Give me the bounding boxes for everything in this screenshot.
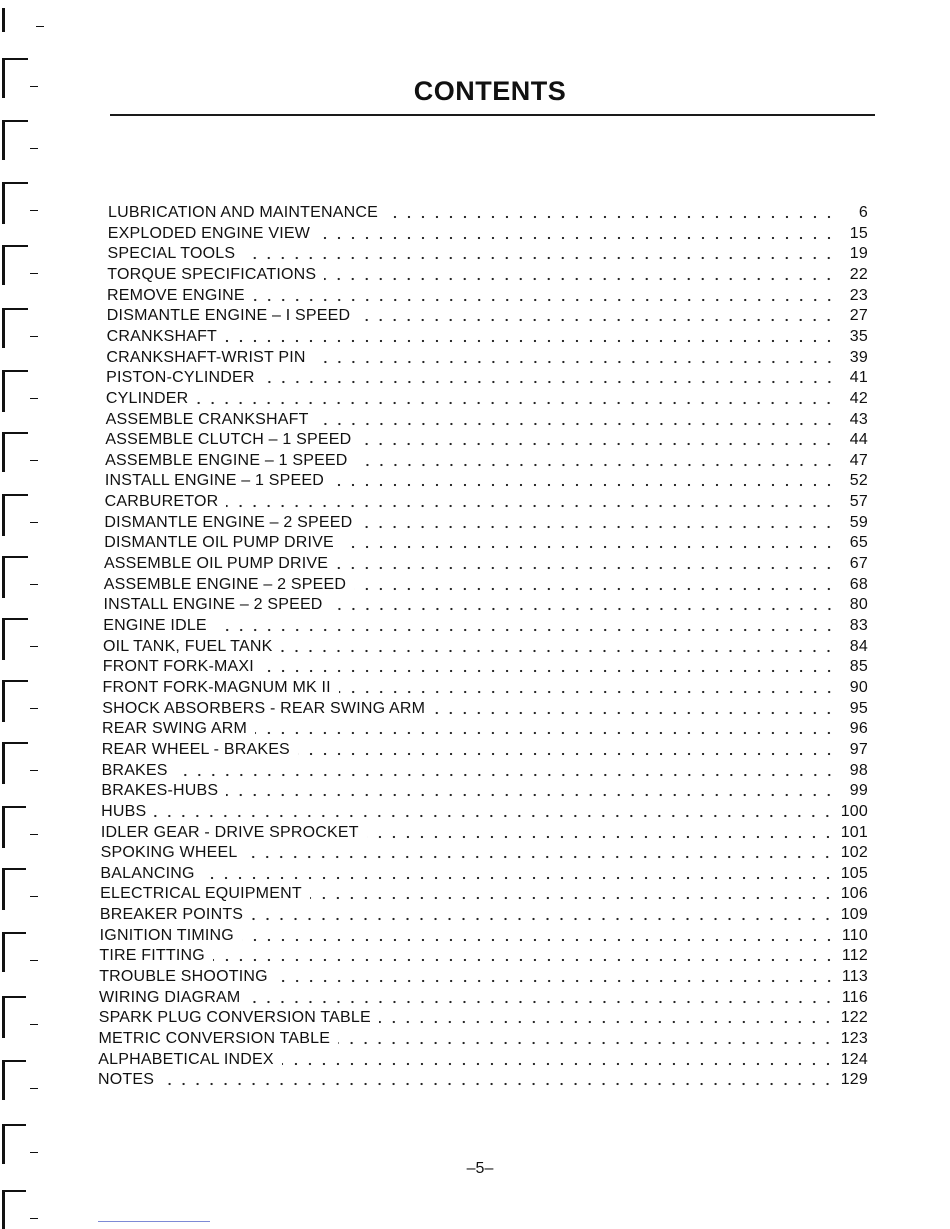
dot-leader: [276, 979, 836, 983]
dot-leader: [332, 483, 836, 487]
dot-leader: [251, 917, 835, 921]
toc-entry: [101, 823, 868, 843]
toc-entry-page: 105: [840, 864, 868, 882]
toc-entry-page: 85: [849, 658, 868, 676]
toc-entry-page: 43: [849, 410, 868, 428]
dot-leader: [154, 814, 834, 818]
toc-entry: [100, 884, 868, 904]
toc-entry-title: WIRING DIAGRAM: [98, 988, 241, 1006]
toc-entry-page: 112: [841, 947, 868, 965]
toc-entry-title: BREAKER POINTS: [99, 906, 244, 924]
toc-entry-title: CRANKSHAFT-WRIST PIN: [106, 348, 306, 366]
toc-entry: [103, 616, 868, 636]
dot-leader: [310, 896, 835, 900]
toc-entry: [99, 1008, 868, 1028]
dot-leader: [176, 773, 836, 777]
toc-entry: [106, 389, 868, 409]
toc-entry: [100, 926, 868, 946]
dot-leader: [386, 215, 836, 219]
page-number: –5–: [466, 1160, 494, 1177]
toc-entry-page: 57: [849, 493, 868, 511]
dot-leader: [336, 566, 836, 570]
toc-entry-page: 80: [849, 596, 868, 614]
toc-entry: [102, 719, 868, 739]
toc-entry-page: 6: [858, 204, 868, 221]
toc-entry: [104, 575, 868, 595]
toc-entry-page: 22: [849, 265, 868, 283]
toc-entry: [102, 699, 868, 719]
toc-entry-page: 113: [841, 968, 868, 986]
toc-entry: [105, 492, 868, 512]
toc-entry-page: 101: [840, 823, 868, 841]
dot-leader: [314, 360, 836, 364]
toc-entry: [100, 905, 868, 925]
dot-leader: [280, 649, 836, 653]
dot-leader: [354, 587, 836, 591]
toc-entry-title: ASSEMBLE CLUTCH – 1 SPEED: [105, 431, 352, 449]
toc-entry: [101, 781, 868, 801]
toc-entry-title: REMOVE ENGINE: [107, 286, 245, 304]
toc-entry-title: ELECTRICAL EQUIPMENT: [100, 885, 302, 903]
toc-entry-title: TORQUE SPECIFICATIONS: [107, 265, 317, 283]
toc-entry: [102, 740, 868, 760]
toc-entry: [98, 1070, 868, 1090]
toc-entry-title: BRAKES: [101, 761, 168, 779]
toc-entry: [104, 533, 868, 553]
toc-entry: [107, 265, 868, 285]
toc-entry-title: ASSEMBLE ENGINE – 2 SPEED: [103, 575, 347, 593]
toc-entry-title: LUBRICATION AND MAINTENANCE: [108, 204, 379, 221]
dot-leader: [356, 463, 836, 467]
toc-entry-page: 42: [849, 389, 868, 407]
toc-entry: [106, 368, 868, 388]
toc-entry: [106, 410, 868, 430]
toc-entry-title: REAR SWING ARM: [102, 720, 248, 738]
toc-entry: [99, 988, 868, 1008]
toc-entry-title: ASSEMBLE OIL PUMP DRIVE: [103, 555, 329, 573]
dot-leader: [358, 318, 836, 322]
toc-entry: [100, 864, 868, 884]
toc-entry-page: 95: [849, 699, 868, 717]
toc-entry-page: 124: [840, 1050, 868, 1068]
toc-entry-page: 67: [849, 555, 868, 573]
toc-entry-title: IDLER GEAR - DRIVE SPROCKET: [100, 823, 359, 841]
dot-leader: [360, 525, 836, 529]
toc-entry-title: BRAKES-HUBS: [101, 782, 219, 800]
toc-entry: [104, 554, 868, 574]
toc-entry-title: FRONT FORK-MAGNUM MK II: [102, 678, 331, 696]
dot-leader: [242, 938, 836, 942]
toc-entry: [107, 327, 868, 347]
toc-entry: [105, 471, 868, 491]
toc-entry: [104, 513, 868, 533]
toc-entry-title: ALPHABETICAL INDEX: [98, 1050, 274, 1068]
dot-leader: [342, 545, 836, 549]
toc-entry-page: 83: [849, 617, 868, 634]
toc-entry-page: 19: [849, 245, 868, 263]
toc-entry-page: 23: [849, 286, 868, 304]
toc-entry-page: 68: [849, 575, 868, 593]
toc-entry-page: 44: [849, 431, 868, 449]
toc-entry-title: REAR WHEEL - BRAKES: [101, 740, 290, 758]
dot-leader: [162, 1082, 835, 1086]
toc-entry: [98, 1029, 868, 1049]
toc-entry-title: ASSEMBLE CRANKSHAFT: [105, 410, 309, 428]
toc-entry-page: 84: [849, 637, 868, 655]
dot-leader: [213, 958, 836, 962]
toc-entry: [103, 595, 868, 615]
dot-leader: [255, 731, 836, 735]
toc-entry-page: 106: [840, 885, 868, 903]
toc-entry-page: 96: [849, 720, 868, 738]
dot-leader: [226, 793, 836, 797]
toc-entry-title: TROUBLE SHOOTING: [99, 968, 268, 986]
toc-entry-title: CRANKSHAFT: [106, 327, 218, 345]
toc-entry-page: 100: [840, 802, 868, 820]
toc-entry: [98, 1050, 868, 1070]
toc-entry-title: INSTALL ENGINE – 2 SPEED: [103, 596, 323, 614]
toc-entry-title: ASSEMBLE ENGINE – 1 SPEED: [105, 451, 348, 469]
dot-leader: [379, 1020, 835, 1024]
toc-entry-title: PISTON-CYLINDER: [106, 369, 255, 387]
toc-entry-title: EXPLODED ENGINE VIEW: [107, 224, 311, 242]
dot-leader: [225, 339, 836, 343]
dot-leader: [196, 401, 836, 405]
dot-leader: [245, 855, 834, 859]
toc-entry: [103, 637, 868, 657]
toc-entry: [107, 286, 868, 306]
toc-entry-page: 59: [849, 513, 868, 531]
toc-entry-page: 41: [849, 369, 868, 387]
toc-entry: [105, 451, 868, 471]
dot-leader: [203, 876, 835, 880]
toc-entry-page: 27: [849, 307, 868, 325]
toc-entry-page: 15: [849, 224, 868, 242]
toc-entry: [108, 224, 868, 244]
dot-leader: [317, 422, 836, 426]
toc-entry: [105, 430, 868, 450]
dot-leader: [282, 1062, 835, 1066]
toc-entry-page: 123: [840, 1030, 868, 1047]
toc-entry: [107, 306, 868, 326]
toc-entry: [99, 967, 868, 987]
toc-entry-page: 35: [849, 327, 868, 345]
toc-entry-title: TIRE FITTING: [99, 947, 205, 965]
dot-leader: [359, 442, 836, 446]
toc-entry-page: 110: [841, 926, 868, 944]
dot-leader: [262, 669, 836, 673]
toc-entry: [101, 843, 868, 863]
dot-leader: [331, 607, 836, 611]
toc-entry-title: CYLINDER: [105, 389, 189, 407]
dot-leader: [215, 628, 836, 632]
dot-leader: [338, 1041, 835, 1045]
dot-leader: [324, 277, 836, 281]
dot-leader: [298, 752, 836, 756]
toc-entry-page: 116: [841, 988, 868, 1006]
toc-entry-title: FRONT FORK-MAXI: [102, 658, 254, 676]
dot-leader: [433, 711, 836, 715]
toc-entry-page: 122: [840, 1009, 868, 1027]
toc-entry: [108, 244, 868, 264]
toc-entry-page: 97: [849, 740, 868, 758]
dot-leader: [248, 1000, 835, 1004]
toc-entry-page: 39: [849, 348, 868, 366]
toc-entry: [101, 802, 868, 822]
toc-entry-title: HUBS: [101, 802, 147, 820]
toc-entry-page: 47: [849, 451, 868, 469]
dot-leader: [339, 690, 836, 694]
dot-leader: [263, 380, 836, 384]
toc-entry-title: SPARK PLUG CONVERSION TABLE: [98, 1009, 371, 1027]
toc-entry-title: INSTALL ENGINE – 1 SPEED: [104, 472, 324, 490]
toc-entry-title: BALANCING: [100, 864, 195, 882]
toc-entry: [103, 657, 868, 677]
toc-entry-page: 90: [849, 678, 868, 696]
toc-entry-page: 102: [840, 844, 868, 862]
toc-entry-title: NOTES: [98, 1071, 155, 1089]
toc-entry: [108, 203, 868, 223]
toc-entry-page: 99: [849, 782, 868, 800]
toc-entry-title: OIL TANK, FUEL TANK: [103, 637, 273, 655]
toc-entry-title: IGNITION TIMING: [99, 926, 234, 944]
dot-leader: [318, 236, 836, 240]
toc-entry-page: 129: [840, 1071, 868, 1089]
toc-entry: [106, 348, 868, 368]
dot-leader: [243, 256, 836, 260]
toc-entry-title: DISMANTLE OIL PUMP DRIVE: [104, 534, 334, 552]
dot-leader: [253, 298, 836, 302]
toc-entry-title: METRIC CONVERSION TABLE: [98, 1030, 331, 1047]
dot-leader: [226, 504, 836, 508]
toc-entry: [103, 678, 868, 698]
dot-leader: [367, 835, 835, 839]
toc-entry-title: SPECIAL TOOLS: [107, 245, 236, 263]
toc-entry-title: DISMANTLE ENGINE – I SPEED: [106, 307, 351, 325]
toc-entry-page: 109: [840, 906, 868, 924]
toc-entry-page: 52: [849, 472, 868, 490]
toc-entry-title: CARBURETOR: [104, 493, 219, 511]
toc-entry-title: SHOCK ABSORBERS - REAR SWING ARM: [102, 699, 426, 717]
toc-entry-title: DISMANTLE ENGINE – 2 SPEED: [104, 513, 353, 531]
footer-rule: [98, 1221, 210, 1222]
toc-entry: [102, 761, 868, 781]
toc-entry-title: SPOKING WHEEL: [100, 844, 238, 862]
toc-entry-page: 98: [849, 761, 868, 779]
page-title: CONTENTS: [413, 76, 567, 106]
toc-entry: [99, 946, 868, 966]
toc-entry-page: 65: [849, 534, 868, 552]
toc-entry-title: ENGINE IDLE: [103, 617, 207, 634]
